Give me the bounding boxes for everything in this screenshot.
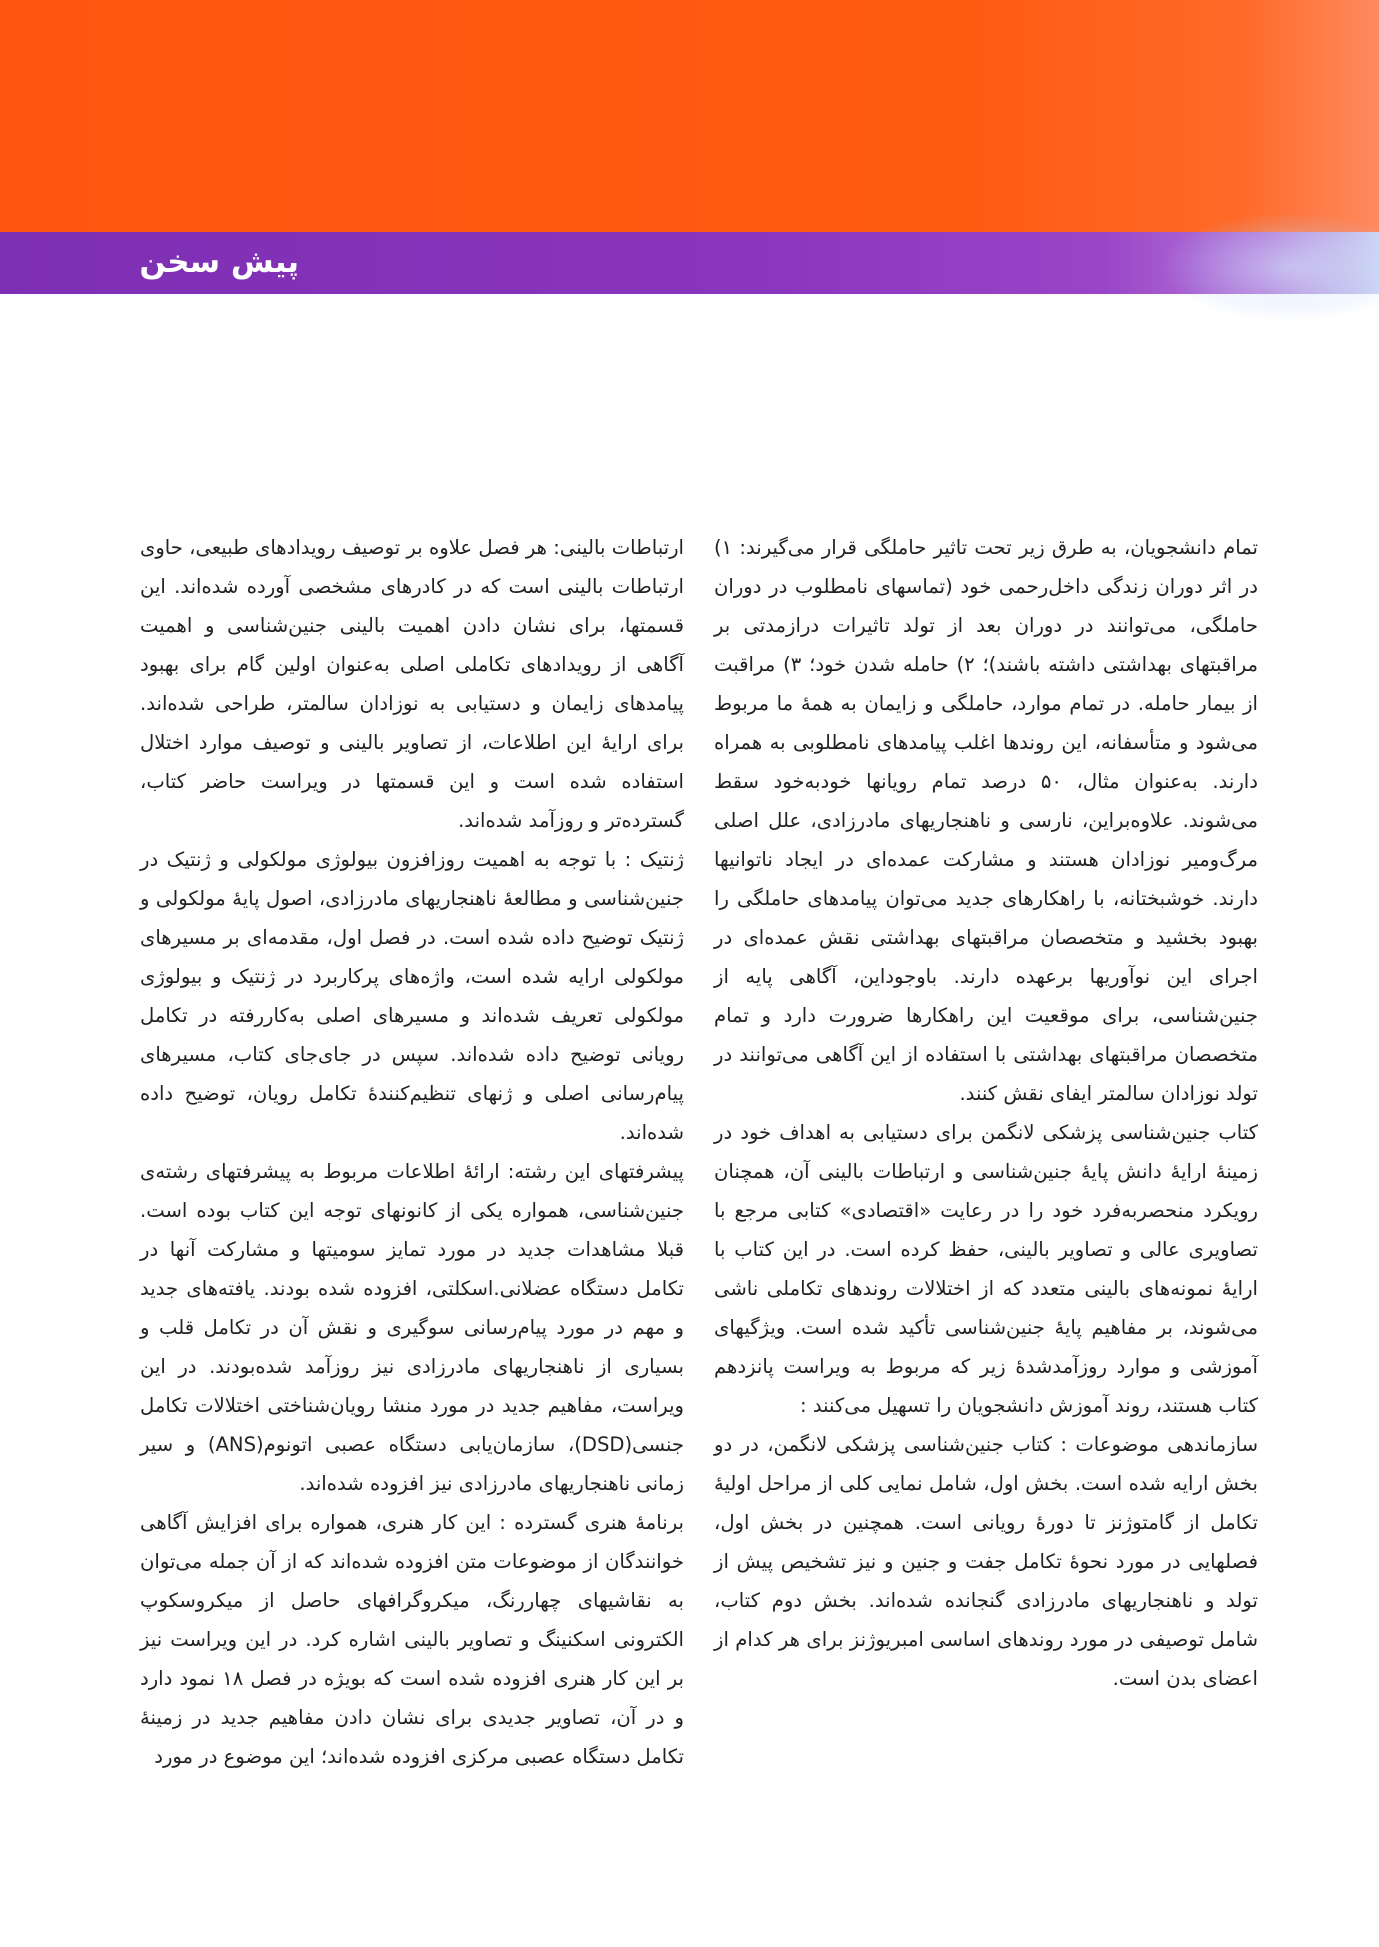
text-columns <box>140 528 1258 1818</box>
paragraph: ژنتیک : با توجه به اهمیت روزافزون بیولوژی مولکولی و ژنتیک در جنین‌شناسی و مطالعهٔ ناهنجاریهای مادرزادی، اصول پایهٔ مولکولی و ژنتیک توضیح داده شده است. در فصل اول، مقدمه‌ای بر مسیرهای مولکولی ارایه شده است، واژه‌های پرکاربرد در ژنتیک و بیولوژی مولکولی تعریف شده‌اند و مسیرهای اصلی به‌کاررفته در تکامل رویانی توضیح داده شده‌اند. سپس در جای‌جای کتاب، مسیرهای پیام‌رسانی اصلی و ژنهای تنظیم‌کنندهٔ تکامل رویان، توضیح داده شده‌اند. <box>140 848 684 1144</box>
title-bar <box>0 232 1379 294</box>
paragraph: ارتباطات بالینی: هر فصل علاوه بر توصیف رویدادهای طبیعی، حاوی ارتباطات بالینی است که در کادرهای مشخصی آورده شده‌اند. این قسمتها، برای نشان دادن اهمیت بالینی جنین‌شناسی و اهمیت آگاهی از رویدادهای تکاملی اصلی به‌عنوان اولین گام برای بهبود پیامدهای زایمان و دستیابی به نوزادان سالمتر، طراحی شده‌اند. برای ارایهٔ این اطلاعات، از تصاویر بالینی و توصیف موارد اختلال استفاده شده است و این قسمتها در ویراست حاضر کتاب، گسترده‌تر و روزآمد شده‌اند. <box>140 536 684 832</box>
right-column <box>714 528 1258 1818</box>
header-band <box>0 0 1379 232</box>
left-column <box>140 528 684 1818</box>
page-title: پیش سخن <box>139 244 299 280</box>
paragraph: تمام دانشجویان، به طرق زیر تحت تاثیر حاملگی قرار می‌گیرند: ۱) در اثر دوران زندگی داخل‌رحمی خود (تماسهای نامطلوب در دوران حاملگی، می‌توانند در دوران بعد از تولد تاثیرات درازمدتی بر مراقبتهای بهداشتی داشته باشند)؛ ۲) حامله شدن خود؛ ۳) مراقبت از بیمار حامله. در تمام موارد، حاملگی و زایمان به همهٔ ما مربوط می‌شود و متأسفانه، این روندها اغلب پیامدهای نامطلوبی به همراه دارند. به‌عنوان مثال، ۵۰ درصد تمام رویانها خودبه‌خود سقط می‌شوند. علاوه‌براین، نارسی و ناهنجاریهای مادرزادی، علل اصلی مرگ‌ومیر نوزادان هستند و مشارکت عمده‌ای در ایجاد ناتوانیها دارند. خوشبختانه، با راهکارهای جدید می‌توان پیامدهای حاملگی را بهبود بخشید و متخصصان مراقبتهای بهداشتی نقش عمده‌ای در اجرای این نوآوریها برعهده دارند. باوجوداین، آگاهی پایه از جنین‌شناسی، برای موقعیت این راهکارها ضرورت دارد و تمام متخصصان مراقبتهای بهداشتی با استفاده از این آگاهی می‌توانند در تولد نوزادان سالمتر ایفای نقش کنند. <box>714 536 1259 1105</box>
paragraph: برنامهٔ هنری گسترده : این کار هنری، همواره برای افزایش آگاهی خوانندگان از موضوعات متن افزوده شده‌اند که از آن جمله می‌توان به نقاشیهای چهاررنگ، میکروگرافهای حاصل از میکروسکوپ الکترونی اسکنینگ و تصاویر بالینی اشاره کرد. در این ویراست نیز بر این کار هنری افزوده شده است که بویژه در فصل ۱۸ نمود دارد و در آن، تصاویر جدیدی برای نشان دادن مفاهیم جدید در زمینهٔ تکامل دستگاه عصبی مرکزی افزوده شده‌اند؛ این موضوع در مورد <box>140 1511 684 1768</box>
paragraph: پیشرفتهای این رشته: ارائهٔ اطلاعات مربوط به پیشرفتهای رشته‌ی جنین‌شناسی، همواره یکی از کانونهای توجه این کتاب بوده است. قبلا مشاهدات جدید در مورد تمایز سومیتها و مشارکت آنها در تکامل دستگاه عضلانی.اسکلتی، افزوده شده بودند. یافته‌های جدید و مهم در مورد پیام‌رسانی سوگیری و نقش آن در تکامل قلب و بسیاری از ناهنجاریهای مادرزادی نیز روزآمد شده‌بودند. در این ویراست، مفاهیم جدید در مورد منشا رویان‌شناختی اختلالات تکامل جنسی(DSD)، سازمان‌یابی دستگاه عصبی اتونوم(ANS) و سیر زمانی ناهنجاریهای مادرزادی نیز افزوده شده‌اند. <box>140 1160 684 1495</box>
paragraph: سازماندهی موضوعات : کتاب جنین‌شناسی پزشکی لانگمن، در دو بخش ارایه شده است. بخش اول، شامل نمایی کلی از مراحل اولیهٔ تکامل از گامتوژنز تا دورهٔ رویانی است. همچنین در بخش اول، فصلهایی در مورد نحوهٔ تکامل جفت و جنین و نیز تشخیص پیش از تولد و ناهنجاریهای مادرزادی گنجانده شده‌اند. بخش دوم کتاب، شامل توصیفی در مورد روندهای اساسی امبریوژنز برای هر کدام از اعضای بدن است. <box>714 1433 1258 1690</box>
paragraph: کتاب جنین‌شناسی پزشکی لانگمن برای دستیابی به اهداف خود در زمینهٔ ارایهٔ دانش پایهٔ جنین‌شناسی و ارتباطات بالینی آن، همچنان رویکرد منحصربه‌فرد خود را در رعایت «اقتصادی» کتابی مرجع با تصاویری عالی و تصاویر بالینی، حفظ کرده است. در این کتاب با ارایهٔ نمونه‌های بالینی متعدد که از اختلالات روندهای تکاملی ناشی می‌شوند، بر مفاهیم پایهٔ جنین‌شناسی تأکید شده است. ویژگیهای آموزشی و موارد روزآمدشدهٔ زیر که مربوط به ویراست پانزدهم کتاب هستند، روند آموزش دانشجویان را تسهیل می‌کنند : <box>714 1121 1258 1417</box>
